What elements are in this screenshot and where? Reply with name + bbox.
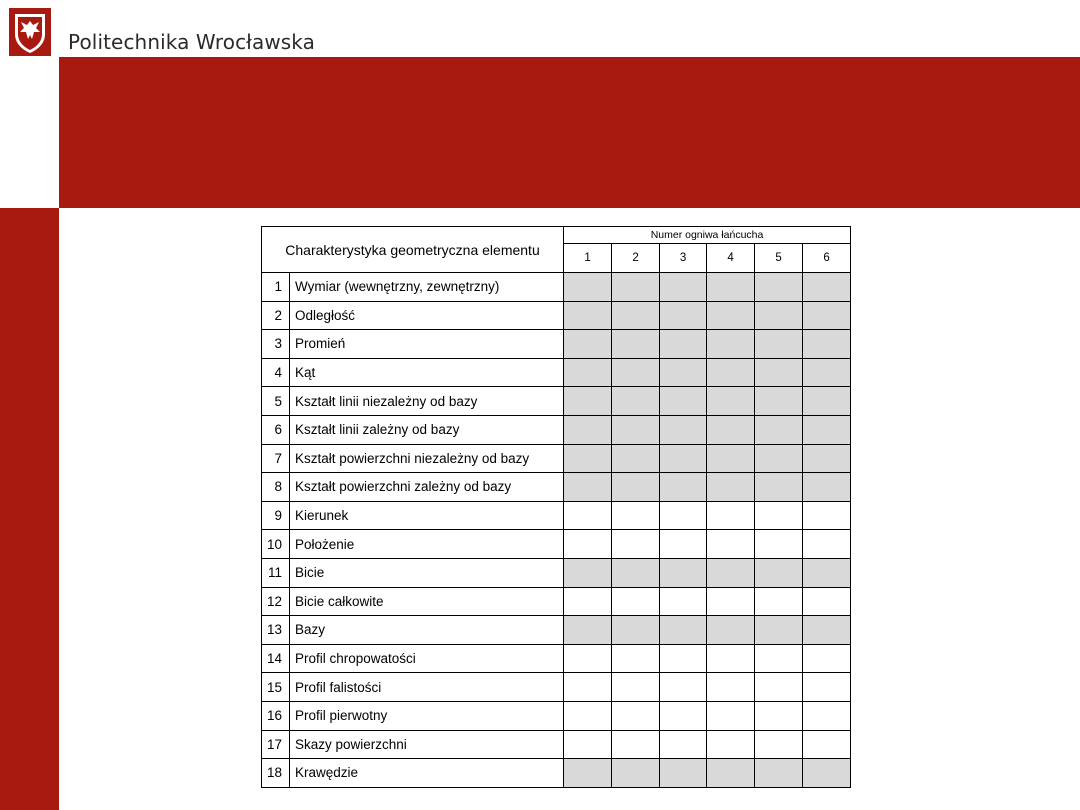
shaded-cell	[564, 301, 612, 330]
shaded-cell	[660, 558, 707, 587]
shaded-cell	[803, 387, 851, 416]
table-row	[262, 444, 851, 473]
shaded-cell	[707, 616, 755, 645]
table-row	[262, 730, 851, 759]
shaded-cell	[707, 273, 755, 302]
chain-link-number-header: Numer ogniwa łańcucha	[564, 227, 851, 244]
empty-cell	[660, 730, 707, 759]
shaded-cell	[612, 759, 660, 788]
table-row	[262, 530, 851, 559]
shaded-cell	[707, 759, 755, 788]
shaded-cell	[803, 301, 851, 330]
shaded-cell	[660, 616, 707, 645]
row-number: 13	[262, 616, 290, 645]
shaded-cell	[755, 473, 803, 502]
shaded-cell	[564, 444, 612, 473]
row-label: Profil chropowatości	[290, 644, 564, 673]
row-label: Kierunek	[290, 501, 564, 530]
empty-cell	[660, 644, 707, 673]
table-row	[262, 358, 851, 387]
empty-cell	[755, 701, 803, 730]
empty-cell	[803, 673, 851, 702]
empty-cell	[755, 644, 803, 673]
shaded-cell	[612, 444, 660, 473]
row-number: 10	[262, 530, 290, 559]
empty-cell	[707, 673, 755, 702]
empty-cell	[660, 701, 707, 730]
university-name: Politechnika Wrocławska	[68, 30, 315, 54]
shaded-cell	[660, 387, 707, 416]
shaded-cell	[564, 616, 612, 645]
table-row	[262, 644, 851, 673]
table-row	[262, 558, 851, 587]
table-row	[262, 616, 851, 645]
empty-cell	[660, 530, 707, 559]
row-label: Kształt powierzchni niezależny od bazy	[290, 444, 564, 473]
shaded-cell	[612, 558, 660, 587]
empty-cell	[707, 587, 755, 616]
empty-cell	[803, 730, 851, 759]
shaded-cell	[755, 301, 803, 330]
table-row	[262, 759, 851, 788]
shaded-cell	[612, 358, 660, 387]
shaded-cell	[660, 415, 707, 444]
shaded-cell	[660, 444, 707, 473]
empty-cell	[612, 673, 660, 702]
empty-cell	[612, 501, 660, 530]
shaded-cell	[612, 415, 660, 444]
row-number: 8	[262, 473, 290, 502]
empty-cell	[803, 644, 851, 673]
column-header-3: 3	[660, 244, 707, 273]
shaded-cell	[564, 358, 612, 387]
table-row	[262, 701, 851, 730]
row-number: 4	[262, 358, 290, 387]
column-header-2: 2	[612, 244, 660, 273]
table-row	[262, 587, 851, 616]
row-number: 7	[262, 444, 290, 473]
shaded-cell	[755, 273, 803, 302]
shaded-cell	[707, 387, 755, 416]
empty-cell	[707, 501, 755, 530]
empty-cell	[707, 530, 755, 559]
shaded-cell	[564, 415, 612, 444]
shaded-cell	[755, 330, 803, 359]
empty-cell	[660, 587, 707, 616]
shaded-cell	[707, 444, 755, 473]
empty-cell	[660, 501, 707, 530]
row-label: Bicie całkowite	[290, 587, 564, 616]
shaded-cell	[707, 330, 755, 359]
empty-cell	[803, 701, 851, 730]
row-label: Kształt linii zależny od bazy	[290, 415, 564, 444]
characteristic-header: Charakterystyka geometryczna elementu	[262, 227, 564, 273]
shaded-cell	[755, 444, 803, 473]
shaded-cell	[755, 358, 803, 387]
table-row	[262, 501, 851, 530]
row-number: 16	[262, 701, 290, 730]
shaded-cell	[660, 330, 707, 359]
shaded-cell	[612, 301, 660, 330]
row-label: Bazy	[290, 616, 564, 645]
empty-cell	[612, 587, 660, 616]
shaded-cell	[707, 358, 755, 387]
empty-cell	[755, 530, 803, 559]
empty-cell	[803, 587, 851, 616]
shaded-cell	[564, 759, 612, 788]
empty-cell	[707, 730, 755, 759]
row-label: Krawędzie	[290, 759, 564, 788]
shaded-cell	[564, 273, 612, 302]
empty-cell	[564, 730, 612, 759]
table-row	[262, 673, 851, 702]
empty-cell	[564, 644, 612, 673]
empty-cell	[803, 501, 851, 530]
column-header-6: 6	[803, 244, 851, 273]
shaded-cell	[803, 358, 851, 387]
row-number: 6	[262, 415, 290, 444]
shaded-cell	[755, 415, 803, 444]
shaded-cell	[803, 558, 851, 587]
shaded-cell	[755, 759, 803, 788]
row-label: Promień	[290, 330, 564, 359]
shaded-cell	[564, 330, 612, 359]
empty-cell	[564, 587, 612, 616]
shaded-cell	[707, 301, 755, 330]
empty-cell	[803, 530, 851, 559]
shaded-cell	[803, 415, 851, 444]
row-label: Położenie	[290, 530, 564, 559]
empty-cell	[755, 730, 803, 759]
empty-cell	[612, 730, 660, 759]
row-label: Kształt linii niezależny od bazy	[290, 387, 564, 416]
shaded-cell	[707, 473, 755, 502]
empty-cell	[612, 644, 660, 673]
table-row	[262, 273, 851, 302]
table-row	[262, 473, 851, 502]
row-label: Odległość	[290, 301, 564, 330]
shaded-cell	[803, 444, 851, 473]
shaded-cell	[755, 387, 803, 416]
shaded-cell	[660, 301, 707, 330]
shaded-cell	[612, 273, 660, 302]
empty-cell	[612, 530, 660, 559]
row-label: Profil falistości	[290, 673, 564, 702]
table-row	[262, 330, 851, 359]
shaded-cell	[660, 273, 707, 302]
row-number: 1	[262, 273, 290, 302]
shaded-cell	[612, 330, 660, 359]
empty-cell	[707, 701, 755, 730]
row-label: Bicie	[290, 558, 564, 587]
empty-cell	[755, 587, 803, 616]
row-number: 9	[262, 501, 290, 530]
empty-cell	[564, 673, 612, 702]
shaded-cell	[755, 616, 803, 645]
row-label: Kąt	[290, 358, 564, 387]
empty-cell	[755, 673, 803, 702]
shaded-cell	[564, 473, 612, 502]
empty-cell	[564, 530, 612, 559]
geometric-characteristics-table	[261, 226, 851, 788]
empty-cell	[755, 501, 803, 530]
shaded-cell	[660, 759, 707, 788]
row-number: 12	[262, 587, 290, 616]
header-band	[59, 57, 1080, 208]
left-accent-bar	[0, 208, 59, 810]
empty-cell	[707, 644, 755, 673]
shaded-cell	[707, 558, 755, 587]
shaded-cell	[755, 558, 803, 587]
row-label: Wymiar (wewnętrzny, zewnętrzny)	[290, 273, 564, 302]
shaded-cell	[660, 358, 707, 387]
column-header-1: 1	[564, 244, 612, 273]
shaded-cell	[803, 616, 851, 645]
eagle-crest-icon	[9, 8, 51, 56]
shaded-cell	[803, 273, 851, 302]
row-number: 14	[262, 644, 290, 673]
shaded-cell	[803, 330, 851, 359]
shaded-cell	[564, 558, 612, 587]
row-number: 2	[262, 301, 290, 330]
column-header-4: 4	[707, 244, 755, 273]
row-label: Profil pierwotny	[290, 701, 564, 730]
empty-cell	[612, 701, 660, 730]
shaded-cell	[803, 473, 851, 502]
empty-cell	[564, 501, 612, 530]
row-number: 17	[262, 730, 290, 759]
row-number: 3	[262, 330, 290, 359]
row-label: Skazy powierzchni	[290, 730, 564, 759]
row-number: 15	[262, 673, 290, 702]
shaded-cell	[612, 616, 660, 645]
table-row	[262, 415, 851, 444]
table-row	[262, 301, 851, 330]
shaded-cell	[612, 387, 660, 416]
empty-cell	[564, 701, 612, 730]
shaded-cell	[612, 473, 660, 502]
row-label: Kształt powierzchni zależny od bazy	[290, 473, 564, 502]
row-number: 18	[262, 759, 290, 788]
row-number: 5	[262, 387, 290, 416]
table-row	[262, 387, 851, 416]
shaded-cell	[803, 759, 851, 788]
empty-cell	[660, 673, 707, 702]
shaded-cell	[564, 387, 612, 416]
shaded-cell	[660, 473, 707, 502]
shaded-cell	[707, 415, 755, 444]
row-number: 11	[262, 558, 290, 587]
column-header-5: 5	[755, 244, 803, 273]
